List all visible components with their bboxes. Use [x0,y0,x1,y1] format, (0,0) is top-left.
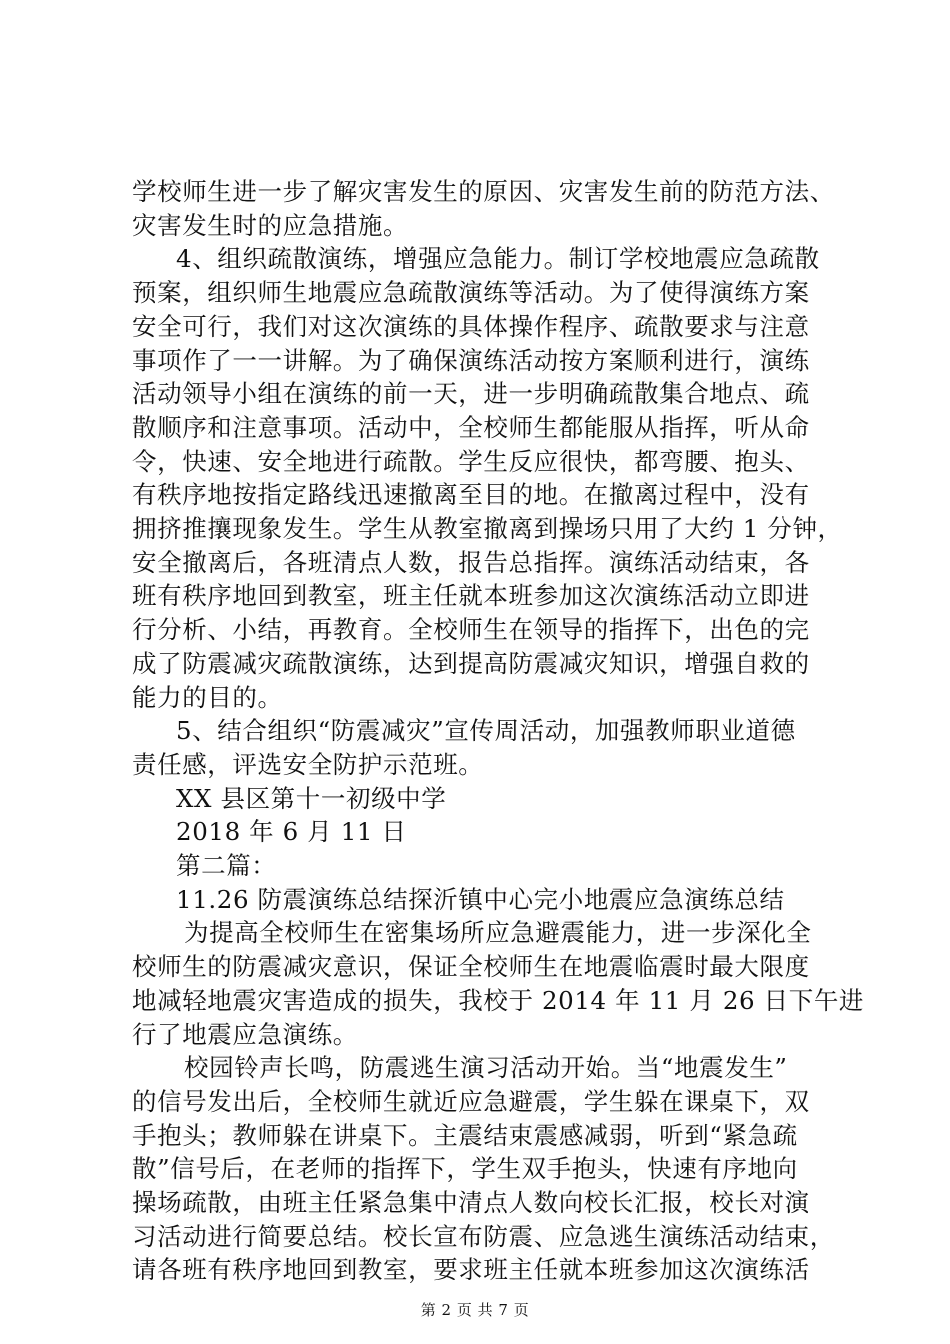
article-title: 11.26 防震演练总结探沂镇中心完小地震应急演练总结 [176,884,785,914]
text-line: 有秩序地按指定路线迅速撤离至目的地。在撤离过程中，没有 [132,480,810,510]
text-line: 能力的目的。 [132,682,283,712]
text-line: 拥挤推攘现象发生。学生从教室撤离到操场只用了大约 1 分钟， [132,514,843,543]
text-line: 安全可行，我们对这次演练的具体操作程序、疏散要求与注意 [132,311,810,341]
text-line: 散”信号后，在老师的指挥下，学生双手抱头，快速有序地向 [132,1154,798,1184]
text-line: 行了地震应急演练。 [132,1019,358,1049]
text-line: 5、结合组织“防震减灾”宣传周活动，加强教师职业道德 [176,716,796,746]
section-heading: 第二篇： [176,851,277,880]
text-line: 学校师生进一步了解灾害发生的原因、灾害发生前的防范方法、 [132,177,835,206]
text-line: 请各班有秩序地回到教室，要求班主任就本班参加这次演练活 [132,1255,810,1285]
text-line: 成了防震减灾疏散演练，达到提高防震减灾知识，增强自救的 [132,648,810,678]
text-line: 校园铃声长鸣，防震逃生演习活动开始。当“地震发生” [184,1053,788,1083]
text-line: 习活动进行简要总结。校长宣布防震、应急逃生演练活动结束， [132,1221,835,1251]
text-line: 校师生的防震减灾意识，保证全校师生在地震临震时最大限度 [132,952,810,982]
text-line: 4、组织疏散演练，增强应急能力。制订学校地震应急疏散 [176,244,820,274]
text-line: 责任感，评选安全防护示范班。 [132,749,484,779]
text-line: 事项作了一一讲解。为了确保演练活动按方案顺利进行，演练 [132,345,810,375]
text-line: 活动领导小组在演练的前一天，进一步明确疏散集合地点、疏 [132,379,810,409]
text-line: 灾害发生时的应急措施。 [132,210,409,240]
text-line: 预案，组织师生地震应急疏散演练等活动。为了使得演练方案 [132,278,810,308]
text-line: 行分析、小结，再教育。全校师生在领导的指挥下，出色的完 [132,615,810,645]
text-line: 令，快速、安全地进行疏散。学生反应很快，都弯腰、抱头、 [132,446,810,476]
text-line: 为提高全校师生在密集场所应急避震能力，进一步深化全 [184,918,812,948]
text-line: 散顺序和注意事项。活动中，全校师生都能服从指挥，听从命 [132,412,810,442]
text-line: 的信号发出后，全校师生就近应急避震，学生躲在课桌下，双 [132,1086,810,1116]
text-line: 班有秩序地回到教室，班主任就本班参加这次演练活动立即进 [132,581,810,611]
signature-date: 2018 年 6 月 11 日 [176,817,407,847]
signature-org: XX 县区第十一初级中学 [176,783,447,813]
text-line: 操场疏散，由班主任紧急集中清点人数向校长汇报，校长对演 [132,1188,810,1217]
text-line: 安全撤离后，各班清点人数，报告总指挥。演练活动结束，各 [132,547,810,577]
page-number-footer: 第 2 页 共 7 页 [420,1301,530,1319]
text-line: 手抱头；教师躲在讲桌下。主震结束震感减弱，听到“紧急疏 [132,1120,798,1150]
text-line: 地减轻地震灾害造成的损失，我校于 2014 年 11 月 26 日下午进 [132,985,865,1015]
